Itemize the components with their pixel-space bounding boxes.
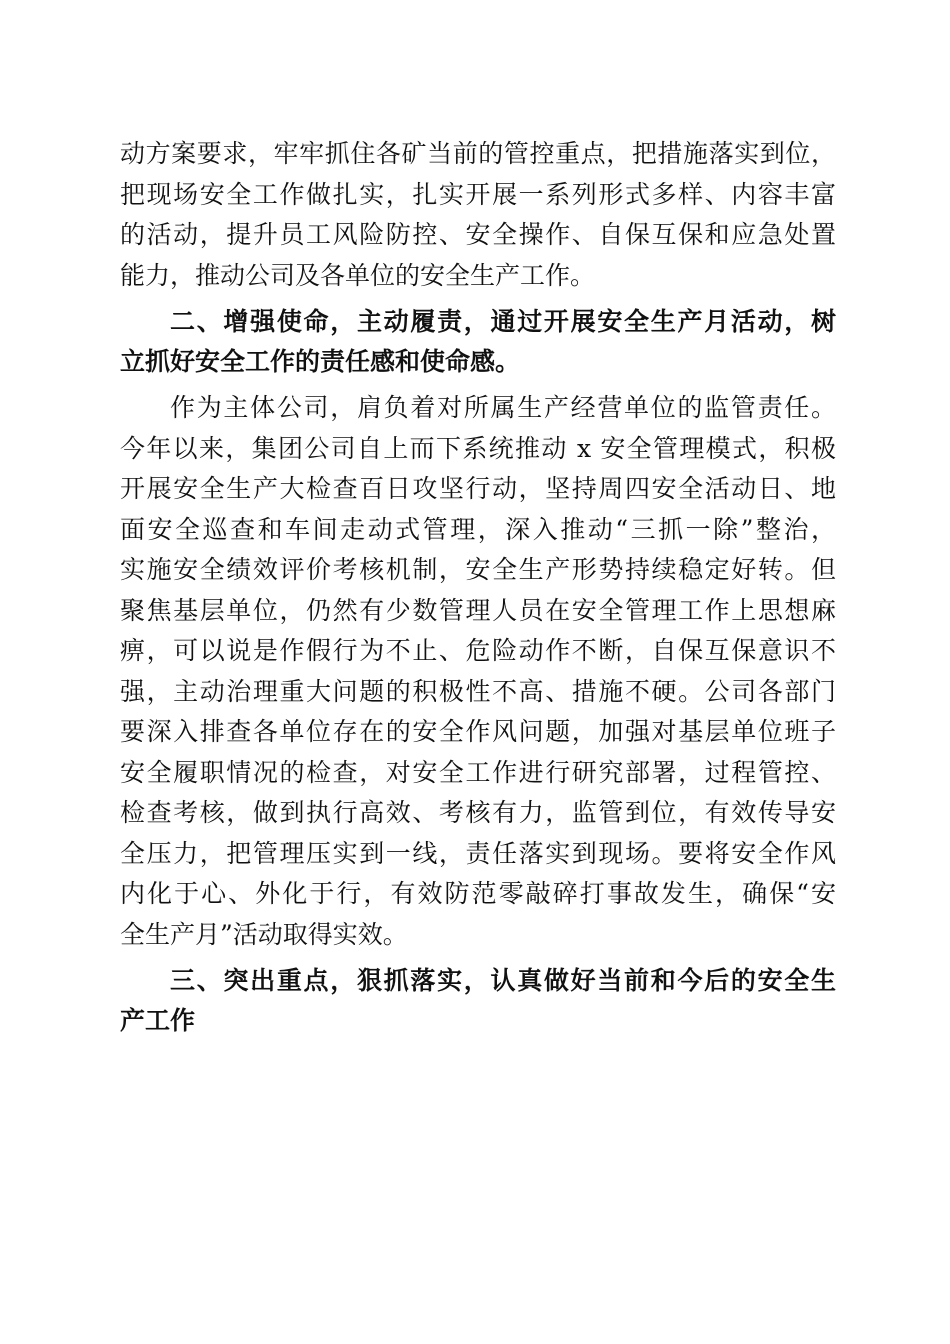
heading-line: 二、增强使命，主动履责，通过开展安全生产月活动，树 bbox=[170, 307, 836, 336]
text-line: 要深入排查各单位存在的安全作风问题，加强对基层单位班子 bbox=[120, 717, 836, 746]
text-line: 动方案要求，牢牢抓住各矿当前的管控重点，把措施落实到位， bbox=[120, 139, 836, 168]
text-line: 面安全巡查和车间走动式管理，深入推动“三抓一除”整治， bbox=[120, 514, 836, 544]
text-line: 作为主体公司，肩负着对所属生产经营单位的监管责任。 bbox=[170, 393, 836, 422]
text-line: 能力，推动公司及各单位的安全生产工作。 bbox=[120, 260, 596, 290]
heading-line: 三、突出重点，狠抓落实，认真做好当前和今后的安全生 bbox=[170, 966, 836, 995]
document-page bbox=[120, 134, 836, 1041]
text-line: 痹，可以说是作假行为不止、危险动作不断，自保互保意识不 bbox=[120, 636, 836, 665]
text-line: 聚焦基层单位，仍然有少数管理人员在安全管理工作上思想麻 bbox=[120, 595, 836, 625]
heading-line: 产工作 bbox=[120, 1006, 196, 1035]
text-line: 强，主动治理重大问题的积极性不高、措施不硬。公司各部门 bbox=[120, 676, 836, 706]
section-heading-2 bbox=[120, 302, 836, 382]
text-line: 全压力，把管理压实到一线，责任落实到现场。要将安全作风 bbox=[120, 838, 836, 868]
heading-line: 立抓好安全工作的责任感和使命感。 bbox=[120, 347, 521, 376]
section-heading-3 bbox=[120, 961, 836, 1041]
text-line: 安全履职情况的检查，对安全工作进行研究部署，过程管控、 bbox=[120, 757, 836, 787]
text-line: 的活动，提升员工风险防控、安全操作、自保互保和应急处置 bbox=[120, 220, 836, 249]
text-line: 开展安全生产大检查百日攻坚行动，坚持周四安全活动日、地 bbox=[120, 474, 836, 503]
text-line: 检查考核，做到执行高效、考核有力，监管到位，有效传导安 bbox=[120, 798, 836, 827]
text-line: 把现场安全工作做扎实，扎实开展一系列形式多样、内容丰富 bbox=[120, 179, 836, 209]
paragraph-continuation bbox=[120, 134, 836, 296]
text-line: 实施安全绩效评价考核机制，安全生产形势持续稳定好转。但 bbox=[120, 555, 836, 584]
text-line: 今年以来，集团公司自上而下系统推动 x 安全管理模式，积极 bbox=[120, 433, 836, 463]
text-line: 全生产月”活动取得实效。 bbox=[120, 919, 408, 949]
paragraph-section-2 bbox=[120, 388, 836, 955]
text-line: 内化于心、外化于行，有效防范零敲碎打事故发生，确保“安 bbox=[120, 879, 836, 908]
